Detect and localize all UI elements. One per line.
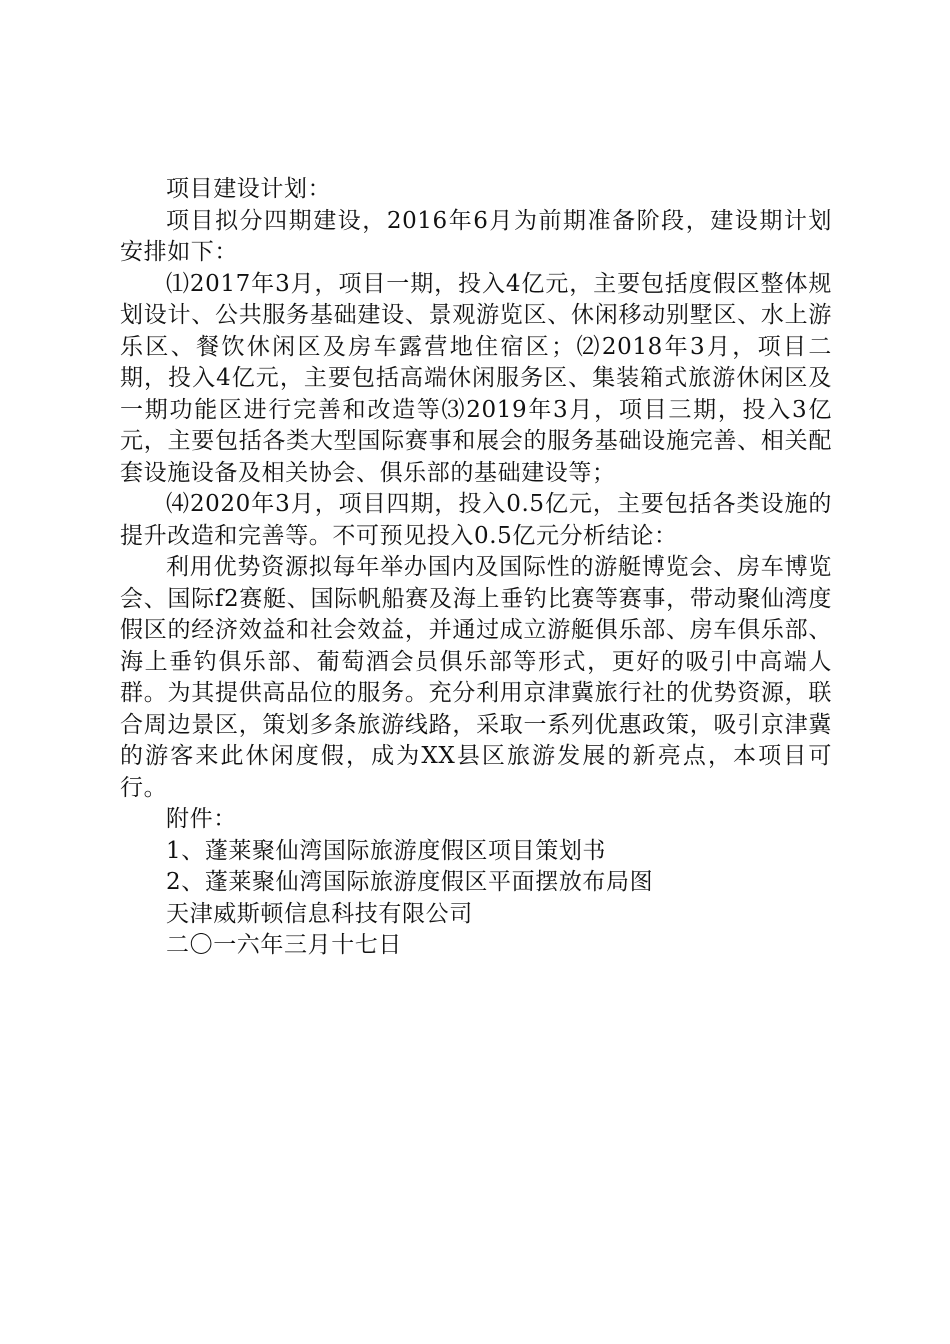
paragraph-phases-one-to-three: ⑴2017年3月，项目一期，投入4亿元，主要包括度假区整体规划设计、公共服务基础建设、景观游览区、休闲移动别墅区、水上游乐区、餐饮休闲区及房车露营地住宿区；⑵2018年3月，项目二期，投入4亿元，主要包括高端休闲服务区、集装箱式旅游休闲区及一期功能区进行完善和改造等⑶2019年3月，项目三期，投入3亿元，主要包括各类大型国际赛事和展会的服务基础设施完善、相关配套设施设备及相关协会、俱乐部的基础建设等； — [120, 270, 832, 486]
attachment-item-2: 2、蓬莱聚仙湾国际旅游度假区平面摆放布局图 — [166, 869, 654, 895]
document-date: 二〇一六年三月十七日 — [166, 932, 402, 958]
document-body — [120, 174, 832, 962]
attachments-label: 附件： — [166, 806, 237, 832]
attachment-item-1: 1、蓬莱聚仙湾国际旅游度假区项目策划书 — [166, 837, 607, 864]
paragraph-conclusion: 利用优势资源拟每年举办国内及国际性的游艇博览会、房车博览会、国际f2赛艇、国际帆船赛及海上垂钓比赛等赛事，带动聚仙湾度假区的经济效益和社会效益，并通过成立游艇俱乐部、房车俱乐部、海上垂钓俱乐部、葡萄酒会员俱乐部等形式，更好的吸引中高端人群。为其提供高品位的服务。充分利用京津冀旅行社的优势资源，联合周边景区，策划多条旅游线路，采取一系列优惠政策，吸引京津冀的游客来此休闲度假，成为XX县区旅游发展的新亮点，本项目可行。 — [120, 554, 832, 801]
company-signature: 天津威斯顿信息科技有限公司 — [166, 900, 473, 927]
section-heading: 项目建设计划： — [166, 176, 332, 202]
paragraph-schedule-intro: 项目拟分四期建设，2016年6月为前期准备阶段，建设期计划安排如下： — [120, 207, 832, 265]
paragraph-phase-four: ⑷2020年3月，项目四期，投入0.5亿元，主要包括各类设施的提升改造和完善等。不可预见投入0.5亿元分析结论： — [120, 491, 832, 549]
